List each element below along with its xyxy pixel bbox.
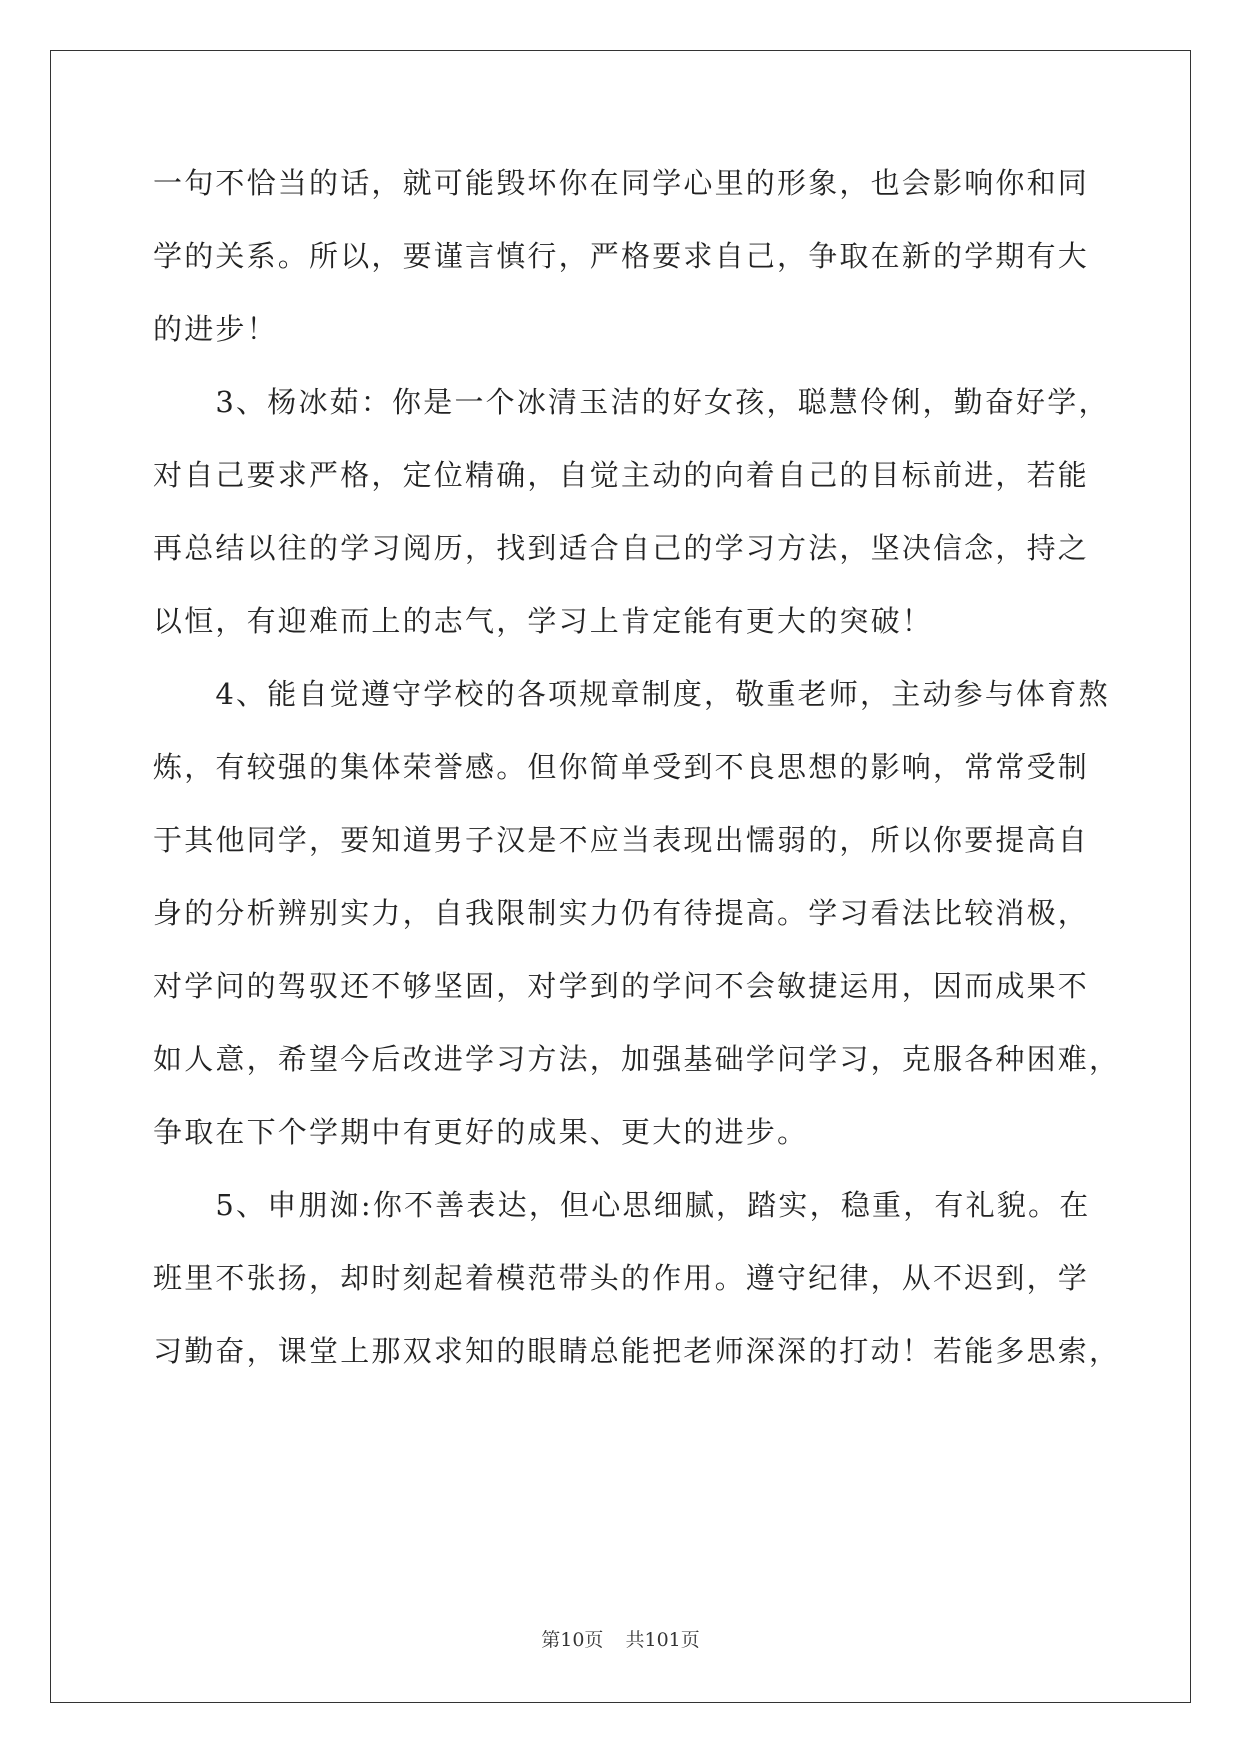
page-total: 共101页 <box>625 1629 700 1651</box>
page-border <box>50 50 1191 1703</box>
text-line: 身的分析辨别实力，自我限制实力仍有待提高。学习看法比较消极， <box>153 896 1090 930</box>
text-line: 争取在下个学期中有更好的成果、更大的进步。 <box>153 1115 809 1149</box>
text-line: 班里不张扬，却时刻起着模范带头的作用。遵守纪律，从不迟到，学 <box>153 1261 1090 1295</box>
text-line: 对学问的驾驭还不够坚固，对学到的学问不会敏捷运用，因而成果不 <box>153 969 1090 1003</box>
text-line: 于其他同学，要知道男子汉是不应当表现出懦弱的，所以你要提高自 <box>153 823 1090 857</box>
page-number: 第10页 <box>541 1629 604 1651</box>
text-line: 再总结以往的学习阅历，找到适合自己的学习方法，坚决信念，持之 <box>153 531 1090 565</box>
text-line: 5、申朋洳:你不善表达，但心思细腻，踏实，稳重，有礼貌。在 <box>153 1188 1091 1222</box>
text-line: 炼，有较强的集体荣誉感。但你简单受到不良思想的影响，常常受制 <box>153 750 1090 784</box>
text-line: 对自己要求严格，定位精确，自觉主动的向着自己的目标前进，若能 <box>153 458 1090 492</box>
text-line: 的进步！ <box>153 312 278 346</box>
text-line: 如人意，希望今后改进学习方法，加强基础学问学习，克服各种困难， <box>153 1042 1121 1076</box>
text-line: 4、能自觉遵守学校的各项规章制度，敬重老师，主动参与体育熬 <box>153 677 1110 711</box>
text-line: 3、杨冰茹：你是一个冰清玉洁的好女孩，聪慧伶俐，勤奋好学， <box>153 385 1110 419</box>
text-line: 以恒，有迎难而上的志气，学习上肯定能有更大的突破！ <box>153 604 934 638</box>
text-line: 学的关系。所以，要谨言慎行，严格要求自己，争取在新的学期有大 <box>153 239 1090 273</box>
text-line: 一句不恰当的话，就可能毁坏你在同学心里的形象，也会影响你和同 <box>153 166 1090 200</box>
text-line: 习勤奋，课堂上那双求知的眼睛总能把老师深深的打动！若能多思索， <box>153 1334 1121 1368</box>
page-footer <box>0 1628 1241 1652</box>
